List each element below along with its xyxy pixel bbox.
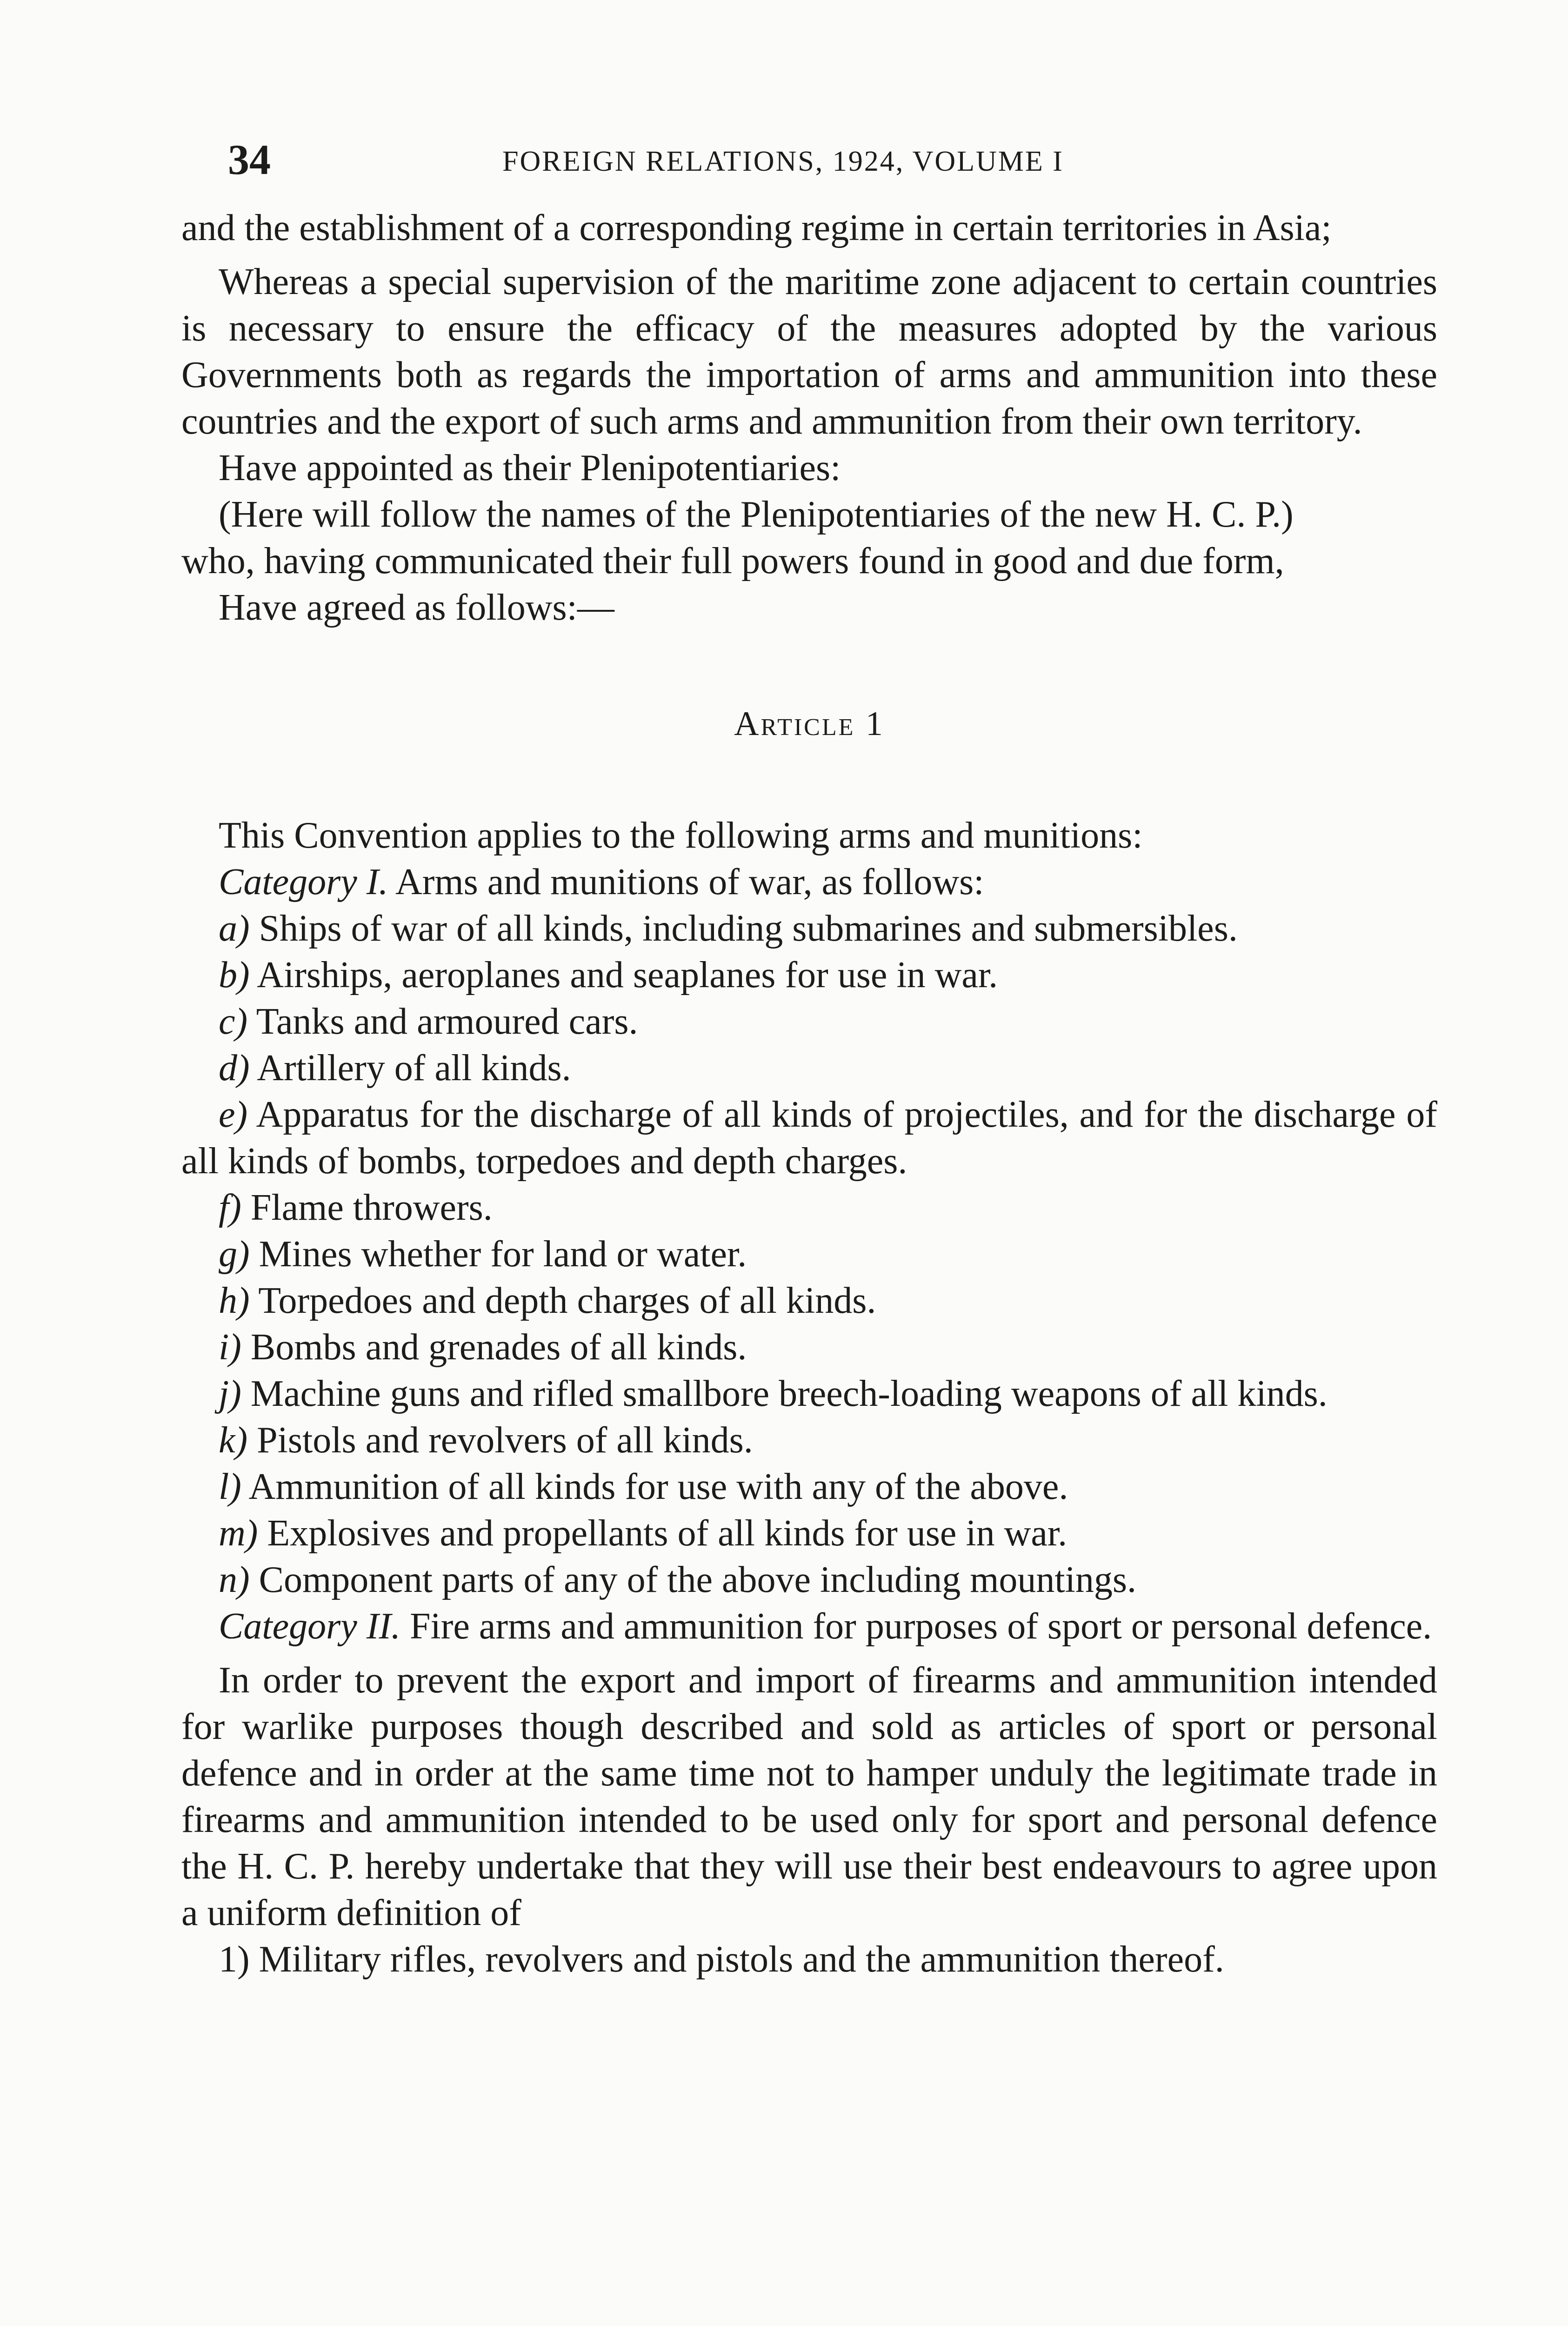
item-text: Bombs and grenades of all kinds.: [250, 1327, 747, 1368]
list-item: [181, 1184, 1437, 1231]
category-2: [181, 1603, 1437, 1650]
item-text: Ammunition of all kinds for use with any of the above.: [248, 1466, 1068, 1507]
numbered-item-text: Military rifles, revolvers and pistols and the ammunition thereof.: [259, 1939, 1224, 1980]
numbered-item-number: 1): [219, 1939, 250, 1980]
item-text: Machine guns and rifled smallbore breech-loading weapons of all kinds.: [250, 1373, 1328, 1414]
item-letter: h): [219, 1280, 250, 1321]
item-text: Mines whether for land or water.: [259, 1234, 747, 1275]
category-1-text: Arms and munitions of war, as follows:: [395, 862, 984, 902]
article-lead: This Convention applies to the following arms and munitions:: [219, 815, 1143, 856]
item-text: Torpedoes and depth charges of all kinds.: [258, 1280, 876, 1321]
category-1-label: Category I.: [219, 862, 388, 902]
closing-paragraph: In order to prevent the export and import of firearms and ammunition intended for warlike purposes though described and sold as articles of sport or personal defence and in order at the same time not to hamper unduly the legitimate trade in firearms and ammunition intended to be used only for sport and personal defence the H. C. P. hereby undertake that they will use their best endeavours to agree upon a uniform definition of: [181, 1660, 1437, 1933]
item-letter: m): [219, 1513, 258, 1554]
list-item: [181, 1417, 1437, 1464]
numbered-item: [181, 1936, 1437, 1983]
item-text: Ships of war of all kinds, including submarines and submersibles.: [259, 908, 1238, 949]
list-item: [181, 905, 1437, 952]
item-text: Tanks and armoured cars.: [256, 1001, 638, 1042]
item-letter: a): [219, 908, 250, 949]
intro-paragraph-names-note: (Here will follow the names of the Plenipotentiaries of the new H. C. P.): [219, 494, 1294, 535]
item-letter: f): [219, 1187, 241, 1228]
page-number: 34: [228, 136, 271, 183]
category-2-text: Fire arms and ammunition for purposes of sport or personal defence.: [410, 1606, 1432, 1647]
list-item: [181, 1464, 1437, 1510]
list-item: [181, 998, 1437, 1045]
list-item: [181, 1277, 1437, 1324]
intro-paragraph-1: and the establishment of a corresponding regime in certain territories in Asia;: [181, 207, 1332, 248]
list-item: [181, 1557, 1437, 1603]
intro-paragraph-powers: who, having communicated their full powers found in good and due form,: [181, 541, 1284, 582]
item-text: Pistols and revolvers of all kinds.: [257, 1420, 753, 1461]
item-letter: d): [219, 1048, 250, 1089]
item-letter: j): [219, 1373, 241, 1414]
article-heading: Article 1: [734, 705, 885, 743]
list-item: [181, 1370, 1437, 1417]
item-text: Artillery of all kinds.: [257, 1048, 571, 1089]
intro-paragraph-agreed: Have agreed as follows:—: [219, 587, 614, 628]
page-header: [228, 135, 1419, 186]
list-item: [181, 1045, 1437, 1091]
item-text: Flame throwers.: [250, 1187, 493, 1228]
list-item: [181, 952, 1437, 998]
category-1: [181, 859, 1437, 905]
item-letter: n): [219, 1559, 250, 1600]
item-letter: e): [219, 1094, 248, 1135]
item-text: Explosives and propellants of all kinds for use in war.: [267, 1513, 1068, 1554]
item-letter: k): [219, 1420, 248, 1461]
munitions-list: [181, 905, 1437, 1603]
list-item: [181, 1510, 1437, 1557]
item-letter: i): [219, 1327, 241, 1368]
item-letter: l): [219, 1466, 241, 1507]
item-letter: b): [219, 955, 250, 996]
running-head: FOREIGN RELATIONS, 1924, VOLUME I: [502, 146, 1064, 177]
item-text: Component parts of any of the above including mountings.: [259, 1559, 1137, 1600]
intro-paragraph-appointed: Have appointed as their Plenipotentiaries:: [219, 448, 841, 488]
item-letter: g): [219, 1234, 250, 1275]
list-item: [181, 1324, 1437, 1370]
page-body: [181, 205, 1437, 1983]
list-item: [181, 1091, 1437, 1184]
category-2-label: Category II.: [219, 1606, 401, 1647]
item-letter: c): [219, 1001, 248, 1042]
item-text: Airships, aeroplanes and seaplanes for use in war.: [257, 955, 998, 996]
item-text: Apparatus for the discharge of all kinds of projectiles, and for the discharge of all kinds of bombs, torpedoes and depth charges.: [181, 1094, 1437, 1182]
list-item: [181, 1231, 1437, 1277]
intro-paragraph-whereas: Whereas a special supervision of the maritime zone adjacent to certain countries is necessary to ensure the efficacy of the measures adopted by the various Governments both as regards the importation of arms and ammunition into these countries and the export of such arms and ammunition from their own territory.: [181, 261, 1437, 442]
